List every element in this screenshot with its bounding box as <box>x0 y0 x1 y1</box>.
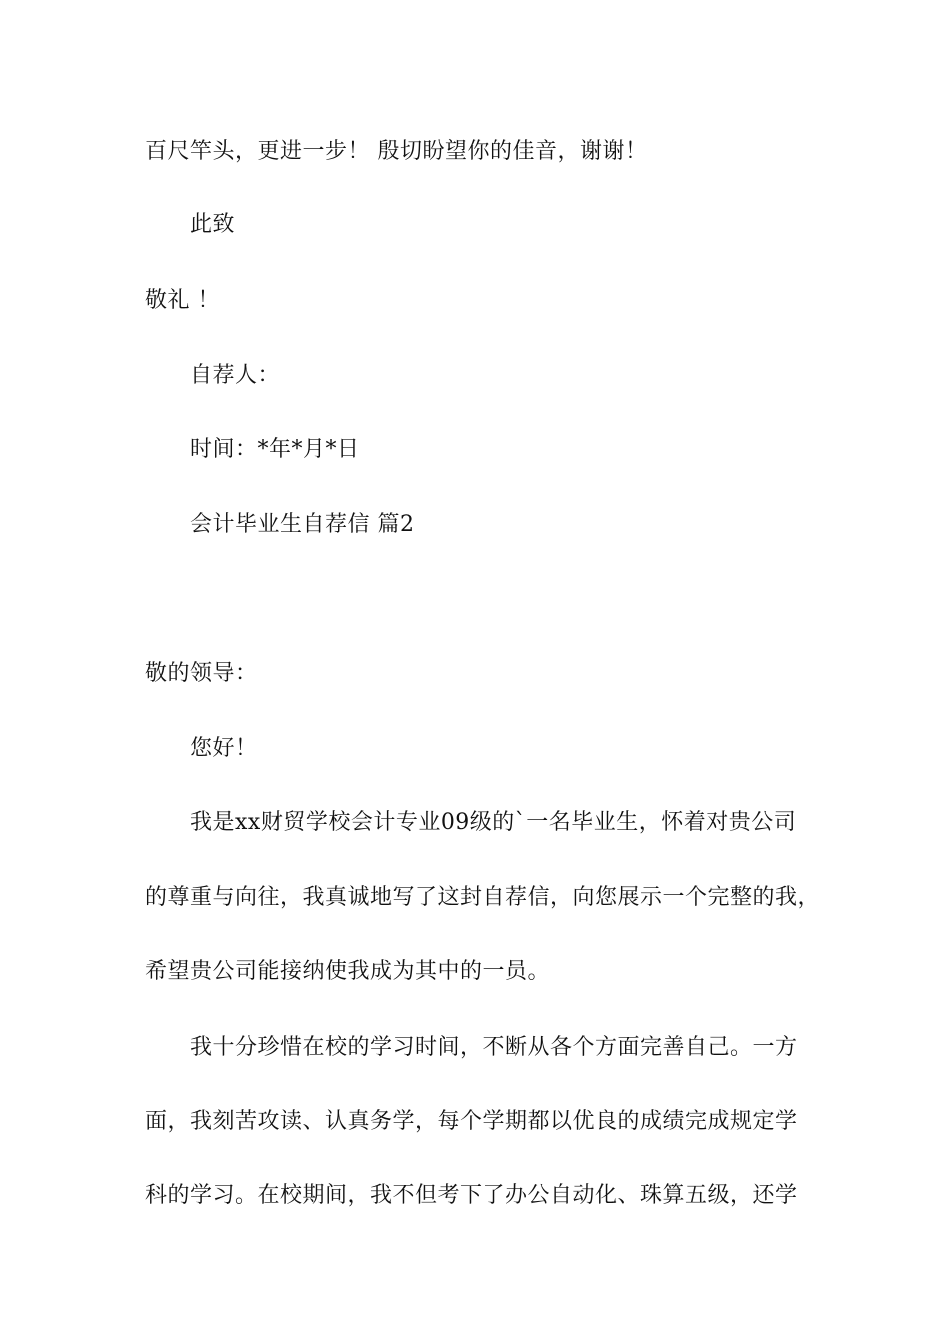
salutation-jingli: 敬礼 ！ <box>145 288 220 313</box>
section-heading: 会计毕业生自荐信 篇2 <box>190 512 415 537</box>
greeting-leader: 敬的领导： <box>145 661 258 686</box>
body-paragraph-2-line-2: 面，我刻苦攻读、认真务学，每个学期都以优良的成绩完成规定学 <box>145 1109 798 1134</box>
body-paragraph-1-line-3: 希望贵公司能接纳使我成为其中的一员。 <box>145 959 551 984</box>
body-paragraph-1-line-2: 的尊重与向往，我真诚地写了这封自荐信，向您展示一个完整的我， <box>145 885 821 910</box>
paragraph-closing-line: 百尺竿头，更进一步！ 殷切盼望你的佳音，谢谢！ <box>145 139 648 164</box>
body-paragraph-1-line-1: 我是xx财贸学校会计专业09级的`一名毕业生，怀着对贵公司 <box>190 810 797 835</box>
body-paragraph-2-line-1: 我十分珍惜在校的学习时间，不断从各个方面完善自己。一方 <box>190 1035 798 1060</box>
date-line: 时间：*年*月*日 <box>190 437 360 462</box>
greeting-hello: 您好！ <box>190 736 258 761</box>
salutation-cizhi: 此致 <box>190 212 236 237</box>
signature-label: 自荐人： <box>190 363 281 388</box>
body-paragraph-2-line-3: 科的学习。在校期间，我不但考下了办公自动化、珠算五级，还学 <box>145 1183 798 1208</box>
